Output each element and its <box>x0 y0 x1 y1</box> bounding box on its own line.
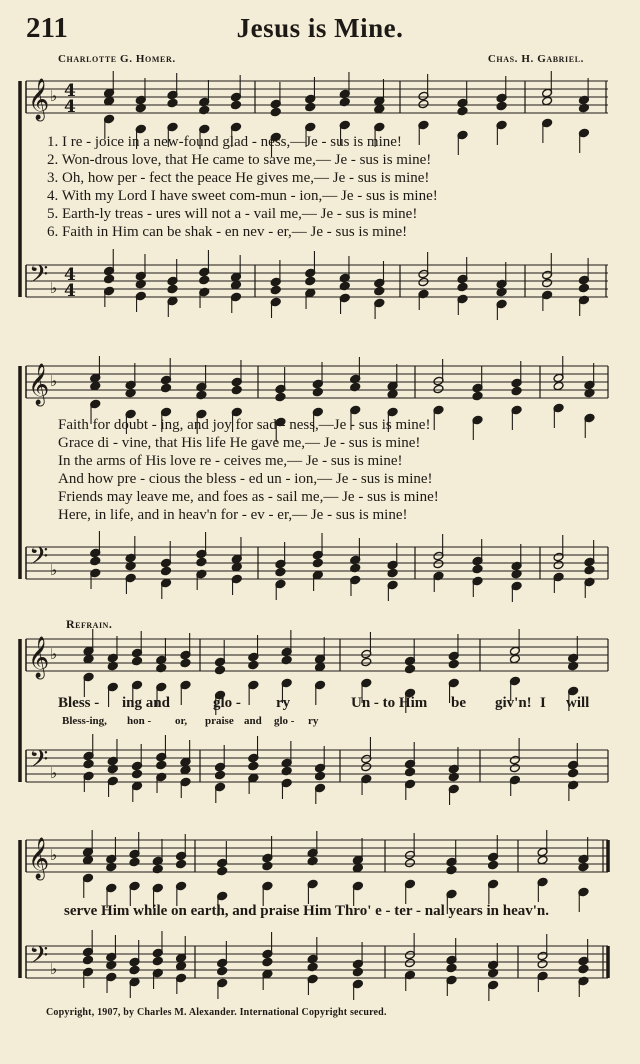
note-head <box>231 562 242 572</box>
note-head <box>578 964 589 974</box>
time-signature: 4 <box>64 265 76 285</box>
refrain-alt-word: or, <box>175 715 188 727</box>
refrain-word: I <box>540 695 546 711</box>
treble-clef: 𝄞 <box>28 364 50 405</box>
note-head <box>262 861 273 871</box>
verse-line-2: 2. Won-drous love, that He came to save me,— Je - sus is mine! <box>47 152 432 168</box>
author-credit: Charlotte G. Homer. <box>58 53 176 65</box>
note-head <box>472 391 483 401</box>
note-head <box>448 659 459 669</box>
note-head <box>352 967 363 977</box>
note-head <box>509 763 520 773</box>
flat-sign: ♭ <box>50 764 58 782</box>
verse-line-6: 6. Faith in Him can be shak - en nev - er,— Je - sus is mine! <box>47 224 408 240</box>
note-head <box>176 961 187 971</box>
verse-line-4: 4. With my Lord I have sweet com-mun - ion,— Je - sus is mine! <box>47 188 438 204</box>
note-head <box>404 958 415 968</box>
note-head <box>418 277 429 287</box>
refrain-alt-word: hon - <box>127 715 152 727</box>
copyright-notice: Copyright, 1907, by Charles M. Alexander. International Copyright secured. <box>46 1007 387 1018</box>
hymn-number: 211 <box>26 12 68 44</box>
time-signature: 4 <box>64 281 76 301</box>
note-head <box>312 558 323 568</box>
note-head <box>361 657 372 667</box>
note-head <box>446 865 457 875</box>
note-head <box>374 286 385 296</box>
verse-line-4b: And how pre - cious the bless - ed un - ion,— Je - sus is mine! <box>58 471 433 487</box>
time-signature: 4 <box>64 97 76 117</box>
note-head <box>488 860 499 870</box>
note-head <box>82 855 93 865</box>
refrain-word: will <box>566 695 590 711</box>
verse-line-6b: Here, in life, and in heav'n for - ev - er,— Je - sus is mine! <box>58 507 408 523</box>
verse-line-5b: Friends may leave me, and foes as - sail me,— Je - sus is mine! <box>58 489 439 505</box>
note-head <box>537 959 548 969</box>
treble-clef: 𝄞 <box>28 838 50 879</box>
flat-sign: ♭ <box>50 645 58 663</box>
note-head <box>176 859 187 869</box>
note-head <box>511 386 522 396</box>
verse-line-3b: In the arms of His love re - ceives me,— Je - sus is mine! <box>58 453 403 469</box>
note-head <box>433 559 444 569</box>
time-signature: 4 <box>64 81 76 101</box>
note-head <box>215 665 226 675</box>
flat-sign: ♭ <box>50 846 58 864</box>
note-head <box>161 383 172 393</box>
note-head <box>217 966 228 976</box>
verse-line-5: 5. Earth-ly treas - ures will not a - vail me,— Je - sus is mine! <box>47 206 418 222</box>
note-head <box>404 858 415 868</box>
bass-clef: 𝄢 <box>29 941 49 976</box>
note-head <box>315 771 326 781</box>
note-head <box>387 389 398 399</box>
verse-line-2b: Grace di - vine, that His life He gave me,— Je - sus is mine! <box>58 435 421 451</box>
refrain-alt-word: and <box>244 715 262 727</box>
note-head <box>104 96 115 106</box>
verse-line-3: 3. Oh, how per - fect the peace He gives me,— Je - sus is mine! <box>47 170 430 186</box>
bass-clef: 𝄢 <box>29 542 49 577</box>
note-head <box>180 765 191 775</box>
note-head <box>433 384 444 394</box>
note-head <box>305 102 316 112</box>
refrain-word: giv'n! <box>495 695 532 711</box>
note-head <box>553 381 564 391</box>
flat-sign: ♭ <box>50 87 58 105</box>
refrain-alt-word: praise <box>205 715 234 727</box>
note-head <box>578 283 589 293</box>
note-head <box>180 658 191 668</box>
note-head <box>83 654 94 664</box>
refrain-alt-word: Bless-ing, <box>62 715 107 727</box>
note-head <box>167 98 178 108</box>
note-head <box>132 769 143 779</box>
note-head <box>418 99 429 109</box>
refrain-word: ry <box>276 695 291 711</box>
bass-clef: 𝄢 <box>29 260 49 295</box>
flat-sign: ♭ <box>50 279 58 297</box>
note-head <box>352 863 363 873</box>
refrain-label: Refrain. <box>66 617 113 631</box>
flat-sign: ♭ <box>50 561 58 579</box>
bass-clef: 𝄢 <box>29 745 49 780</box>
note-head <box>82 955 93 965</box>
note-head <box>152 956 163 966</box>
note-head <box>129 965 140 975</box>
note-head <box>457 282 468 292</box>
note-head <box>90 556 101 566</box>
note-head <box>104 274 115 284</box>
refrain-word: ing and <box>122 695 170 711</box>
verse-line-1b: Faith for doubt - ing, and joy for sad - ness,—Je - sus is mine! <box>58 417 431 433</box>
refrain-word: Bless - <box>58 695 100 711</box>
note-head <box>217 866 228 876</box>
refrain-word: glo - <box>213 695 241 711</box>
note-head <box>161 566 172 576</box>
note-head <box>472 564 483 574</box>
flat-sign: ♭ <box>50 372 58 390</box>
composer-credit: Chas. H. Gabriel. <box>487 53 584 65</box>
flat-sign: ♭ <box>50 960 58 978</box>
note-head <box>509 654 520 664</box>
note-head <box>387 568 398 578</box>
note-head <box>405 767 416 777</box>
note-head <box>215 770 226 780</box>
note-head <box>542 96 553 106</box>
note-head <box>156 760 167 770</box>
note-head <box>542 278 553 288</box>
note-head <box>199 275 210 285</box>
note-head <box>248 660 259 670</box>
note-head <box>167 284 178 294</box>
treble-clef: 𝄞 <box>28 637 50 678</box>
note-head <box>132 656 143 666</box>
note-head <box>315 662 326 672</box>
note-head <box>568 768 579 778</box>
note-head <box>374 104 385 114</box>
refrain-alt-word: glo - <box>274 715 295 727</box>
note-head <box>275 392 286 402</box>
note-head <box>361 762 372 772</box>
note-head <box>230 280 241 290</box>
note-head <box>553 560 564 570</box>
hymn-title: Jesus is Mine. <box>236 13 404 43</box>
refrain-word: Un - to Him <box>351 695 428 711</box>
note-head <box>270 107 281 117</box>
refrain-line-2: serve Him while on earth, and praise Him Thro' e - ter - nal years in heav'n. <box>64 903 549 919</box>
note-head <box>537 855 548 865</box>
refrain-alt-word: ry <box>308 715 319 727</box>
note-head <box>584 565 595 575</box>
treble-clef: 𝄞 <box>28 79 50 120</box>
note-head <box>446 963 457 973</box>
note-head <box>90 381 101 391</box>
note-head <box>405 664 416 674</box>
note-head <box>275 567 286 577</box>
note-head <box>262 957 273 967</box>
note-head <box>270 285 281 295</box>
note-head <box>496 101 507 111</box>
note-head <box>457 106 468 116</box>
note-head <box>196 557 207 567</box>
refrain-word: be <box>451 695 466 711</box>
note-head <box>248 761 259 771</box>
note-head <box>305 276 316 286</box>
verse-line-1: 1. I re - joice in a new-found glad - ness,—Je - sus is mine! <box>47 134 402 150</box>
note-head <box>230 100 241 110</box>
note-head <box>83 759 94 769</box>
note-head <box>231 385 242 395</box>
note-head <box>129 857 140 867</box>
note-head <box>312 387 323 397</box>
